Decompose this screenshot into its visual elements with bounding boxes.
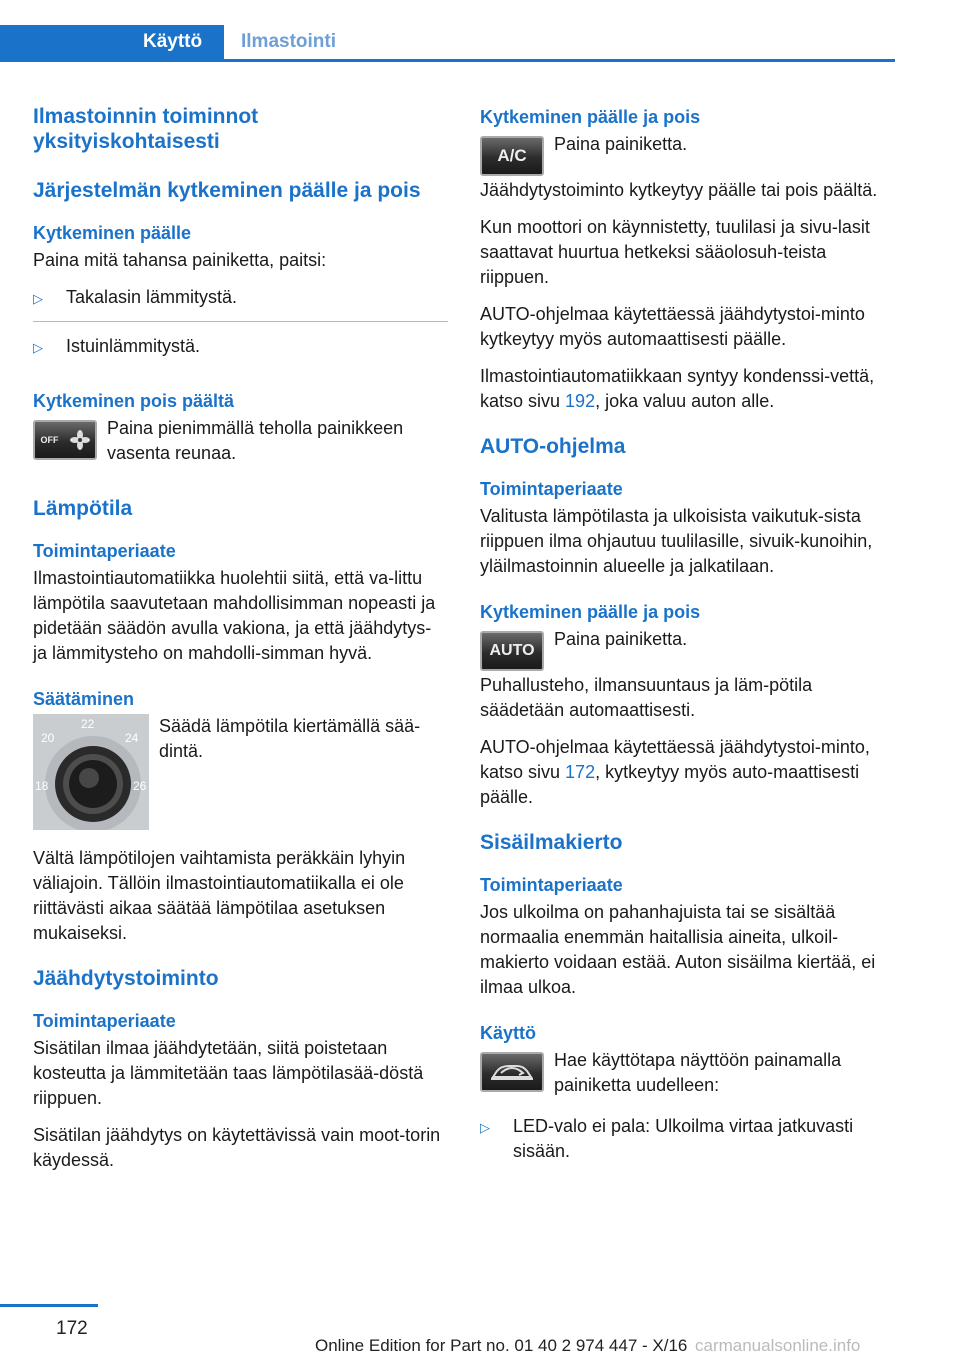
list-item <box>480 1114 895 1164</box>
recirculation-car-icon <box>489 1060 535 1084</box>
heading-temp-principle: Toimintaperiaate <box>33 541 176 561</box>
heading-switch-on: Kytkeminen päälle <box>33 223 192 243</box>
auto-line-2: Puhallusteho, ilmansuuntaus ja läm-pötila säädetään automaattisesti. <box>480 675 813 720</box>
heading-use: Käyttö <box>480 1023 537 1043</box>
triangle-bullet-icon: ▷ <box>33 340 43 355</box>
text-temp-principle: Ilmastointiautomatiikka huolehtii siitä, että va-littu lämpötila saavutetaan mahdollisimman nopeasti ja pidetään säädön avulla vakiona, ja että jäähdytys- ja lämmitysteho on mahdolli-simman hyvä. <box>33 568 436 663</box>
temperature-knob-image <box>33 714 149 830</box>
ac-line-1: Paina painiketta. <box>554 134 688 154</box>
tab-kaytto-label: Käyttö <box>143 31 203 52</box>
watermark: carmanualsonline.info <box>695 1336 861 1355</box>
section-title-main: Ilmastoinnin toiminnot yksityiskohtaisesti <box>33 105 259 153</box>
ac-line-2: Jäähdytystoiminto kytkeytyy päälle tai pois päältä. <box>480 180 878 200</box>
text-cool-1: Sisätilan ilmaa jäähdytetään, siitä poistetaan kosteutta ja lämmitetään taas lämpötilasää-döstä riippuen. <box>33 1038 424 1108</box>
adjust-row <box>33 714 448 830</box>
switch-off-text: Paina pienimmällä teholla painikkeen vasenta reunaa. <box>107 418 404 463</box>
ac-button-image <box>480 136 544 176</box>
text-cool-2: Sisätilan jäähdytys on käytettävissä vain moot-torin käydessä. <box>33 1125 441 1170</box>
heading-auto-principle: Toimintaperiaate <box>480 479 623 499</box>
page-link-172[interactable]: 172 <box>565 762 596 782</box>
header-rule <box>0 59 895 62</box>
text-switch-on: Paina mitä tahansa painiketta, paitsi: <box>33 250 327 270</box>
knob-icon <box>33 714 149 830</box>
auto-para-b: , kytkeytyy myös auto-maattisesti päälle. <box>480 762 860 807</box>
auto-para-a: AUTO-ohjelmaa käytettäessä jäähdytystoi-minto, katso sivu <box>480 737 870 782</box>
tab-kaytto <box>0 25 224 62</box>
divider <box>33 321 448 322</box>
use-row <box>480 1048 895 1098</box>
recirculation-button-image <box>480 1052 544 1092</box>
list-item-text: Takalasin lämmitystä. <box>66 287 238 307</box>
auto-para <box>480 735 895 810</box>
switch-off-row <box>33 416 448 466</box>
heading-ac-onoff: Kytkeminen päälle ja pois <box>480 107 701 127</box>
heading-adjust: Säätäminen <box>33 689 135 709</box>
list-item <box>33 334 448 360</box>
auto-row <box>480 627 895 671</box>
ac-para-3-a: Ilmastointiautomatiikkaan syntyy kondenssi-vettä, katso sivu <box>480 366 875 411</box>
knob-scale-20: 20 <box>41 731 55 745</box>
heading-cool-principle: Toimintaperiaate <box>33 1011 176 1031</box>
section-title-cooling: Jäähdytystoiminto <box>33 967 219 990</box>
ac-label: A/C <box>497 146 527 165</box>
triangle-bullet-icon: ▷ <box>480 1120 490 1135</box>
auto-label: AUTO <box>489 642 535 659</box>
triangle-bullet-icon: ▷ <box>33 291 43 306</box>
off-label: OFF <box>40 435 59 445</box>
edition-text: Online Edition for Part no. 01 40 2 974 447 - X/16 <box>315 1336 688 1355</box>
auto-line-1: Paina painiketta. <box>554 629 688 649</box>
heading-auto-onoff: Kytkeminen päälle ja pois <box>480 602 701 622</box>
footer-rule <box>0 1304 98 1307</box>
list-item <box>33 285 448 311</box>
page-link-192[interactable]: 192 <box>565 391 596 411</box>
ac-text <box>554 132 687 176</box>
knob-scale-22: 22 <box>81 717 95 731</box>
section-title-onoff: Järjestelmän kytkeminen päälle ja pois <box>33 179 421 202</box>
fan-off-button-image <box>33 420 97 460</box>
ac-para-2: AUTO-ohjelmaa käytettäessä jäähdytystoi-minto kytkeytyy myös automaattisesti päälle. <box>480 304 865 349</box>
section-title-auto: AUTO-ohjelma <box>480 435 626 458</box>
knob-scale-18: 18 <box>35 779 49 793</box>
text-auto-principle: Valitusta lämpötilasta ja ulkoisista vaikutuk-sista riippuen ilma ohjautuu tuulilasille, sivuik-kunoihin, yläilmastoinnin alueelle ja jalkatilaan. <box>480 506 873 576</box>
ac-para-1: Kun moottori on käynnistetty, tuulilasi ja sivu-lasit saattavat huurtua hetkeksi sääolosuh-teista riippuen. <box>480 217 870 287</box>
left-column <box>33 104 448 1185</box>
auto-button-image <box>480 631 544 671</box>
use-text: Hae käyttötapa näyttöön painamalla painiketta uudelleen: <box>554 1050 842 1095</box>
knob-scale-26: 26 <box>133 779 147 793</box>
auto-text <box>554 627 687 671</box>
section-title-temperature: Lämpötila <box>33 497 133 520</box>
page-number: 172 <box>56 1318 88 1339</box>
tab-ilmastointi: Ilmastointi <box>241 31 337 52</box>
fan-icon <box>70 430 90 450</box>
ac-para-3-b: , joka valuu auton alle. <box>595 391 775 411</box>
adjust-text: Säädä lämpötila kiertämällä sää-dintä. <box>159 716 421 761</box>
section-title-recirculation: Sisäilmakierto <box>480 831 623 854</box>
ac-row <box>480 132 895 176</box>
heading-switch-off: Kytkeminen pois päältä <box>33 391 235 411</box>
list-item-text: LED-valo ei pala: Ulkoilma virtaa jatkuvasti sisään. <box>513 1116 854 1161</box>
knob-scale-24: 24 <box>125 731 139 745</box>
ac-para-3 <box>480 364 895 414</box>
list-item-text: Istuinlämmitystä. <box>66 336 201 356</box>
text-adjust-note: Vältä lämpötilojen vaihtamista peräkkäin lyhyin väliajoin. Tällöin ilmastointiautomatiikalla ei ole riittävästi aikaa säätää lämpötilaa asetuksen mukaiseksi. <box>33 848 406 943</box>
text-recirc: Jos ulkoilma on pahanhajuista tai se sisältää normaalia enemmän haitallisia aineita, ulkoil-makierto voidaan estää. Auton sisäilma kiertää, ei ilmaa ulkoa. <box>480 902 876 997</box>
heading-recirc-principle: Toimintaperiaate <box>480 875 623 895</box>
right-column <box>480 104 895 1174</box>
